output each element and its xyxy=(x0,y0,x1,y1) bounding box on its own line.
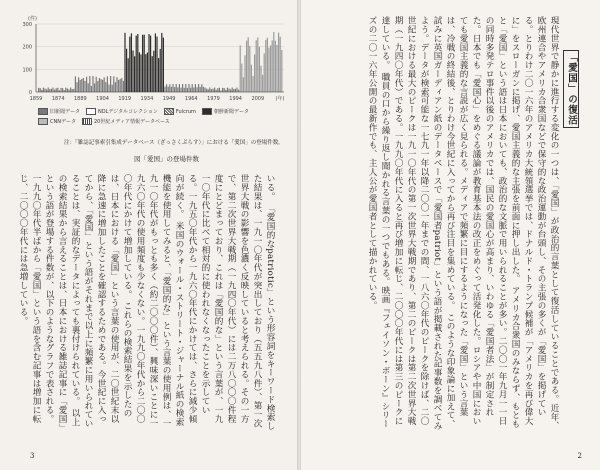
chart-bar xyxy=(244,55,245,92)
chart-bar xyxy=(73,89,74,92)
legend-item: CNNデータ xyxy=(38,118,76,125)
chart-bar xyxy=(276,45,277,92)
chart-bar xyxy=(144,35,145,92)
chart-bar xyxy=(91,86,92,92)
chart-bar xyxy=(222,88,223,92)
chart-bar xyxy=(43,88,44,92)
chart-bar xyxy=(46,89,47,92)
chart-bar xyxy=(40,88,41,92)
chart-bar xyxy=(56,88,57,92)
x-tick-label: 1919 xyxy=(118,96,132,102)
chart-bar xyxy=(233,89,234,92)
chart-bar xyxy=(123,81,124,92)
chart-bar xyxy=(62,88,63,92)
chart-bar xyxy=(209,88,210,92)
chart-bar xyxy=(54,90,55,92)
chart-bar xyxy=(264,53,265,92)
chart-bar xyxy=(110,76,111,92)
chart-bar xyxy=(48,88,49,92)
chart-bar xyxy=(219,88,220,92)
chart-bar xyxy=(52,88,53,92)
chart-bar xyxy=(225,90,226,92)
chart-bar xyxy=(262,75,263,92)
chart-bar xyxy=(92,76,93,92)
legend-item: 朝鮮新聞データ xyxy=(202,108,249,115)
y-tick-label: 300 xyxy=(22,22,32,28)
bar-chart xyxy=(14,14,288,106)
chart-bar xyxy=(75,76,76,92)
chart-bar xyxy=(235,89,236,92)
chart-bar xyxy=(81,79,82,92)
chart-bar xyxy=(252,76,253,92)
chart-bar xyxy=(260,66,261,92)
chart-bar xyxy=(107,76,108,92)
chart-bar xyxy=(240,45,241,92)
chart-bar xyxy=(224,88,225,92)
chart-bar xyxy=(51,89,52,92)
chart-bar xyxy=(97,81,98,92)
chart-bar xyxy=(259,47,260,92)
legend-item: 旧新聞データ xyxy=(38,108,80,115)
chart-bar xyxy=(131,33,132,92)
chart-bar xyxy=(160,49,161,92)
chart-bar xyxy=(68,89,69,92)
left-body-text: いる。 「愛国的なpatriotic」という形容詞をキーワード検索した結果は、一九一〇年代が突出しており（五五九八件）、第一次世界大戦の影響を色濃く反映していると考えられる。その一方で、第二次世界大戦期（一九四〇年代）には二万八〇〇〇件程度にとどまっており、これは「愛国的な」という言葉が、一九一〇年代に比べて相対的に使われなくなったことを示している。一九五〇年代から一九六〇年代にかけては、さらに減少傾向が続く。 米国のウォール・ストリート・ジャーナル紙の検索機能を使用してみると、「愛国的な」という言葉の使用例は、一九一〇年代がもっとも多く（約二〇〇〇件）、興味深いことに一九六〇年代の使用頻度も少なくない。一九九〇年代から二〇〇〇年代にかけて増加している。 これらの検索結果を示したのは、日本における「愛国」という言葉の使用が、二〇世紀末以降に急速に増加したことを確認するためである。今世紀に入ってから、「愛国」という語がそれまで以上に頻繁に用いられていることは、実証的なデータによっても裏付けられている。 以上の検索結果から言えることは、日本における雑誌記事に「愛国」という語が登場する件数が、以下のようなグラフで表される。 一九九〇年代半ばから「愛国」という語を含む記事は増加に転じ、二〇〇〇年代には急増している。 xyxy=(18,174,275,431)
chart-bar xyxy=(128,58,129,92)
chart-bar xyxy=(230,89,231,92)
legend-swatch xyxy=(164,108,174,115)
chart-bar xyxy=(201,84,202,92)
chart-bar xyxy=(99,78,100,92)
chart-bar xyxy=(89,76,90,92)
section-heading-text: 「愛国」の復活 xyxy=(563,50,579,128)
chart-bar xyxy=(241,64,242,92)
chart-bar xyxy=(44,89,45,92)
chart-bar xyxy=(257,37,258,92)
chart-bar xyxy=(203,87,204,92)
chart-bar xyxy=(281,50,282,92)
chart-bar xyxy=(113,76,114,92)
chart-bar xyxy=(249,46,250,92)
chart-bar xyxy=(168,87,169,92)
chart-bar xyxy=(134,56,135,92)
chart-bar xyxy=(211,89,212,92)
chart-bar xyxy=(171,87,172,92)
chart-bar xyxy=(280,37,281,92)
chart-bar xyxy=(265,40,266,92)
chart-bar xyxy=(243,77,244,92)
chart-bar xyxy=(251,65,252,92)
chart-bar xyxy=(115,82,116,92)
chart-bar xyxy=(129,37,130,92)
chart-bar xyxy=(118,80,119,92)
chart-bar xyxy=(212,89,213,92)
chart-bar xyxy=(216,90,217,92)
chart-bar xyxy=(136,36,137,92)
y-tick-label: 0 xyxy=(28,90,32,96)
chart-bar xyxy=(273,32,274,92)
chart-bar xyxy=(57,88,58,92)
chart-bar xyxy=(70,88,71,92)
page-number: 3 xyxy=(30,452,35,460)
y-tick-label: 100 xyxy=(22,67,32,74)
legend-swatch xyxy=(86,108,96,115)
chart-bar xyxy=(126,49,127,92)
chart-bar xyxy=(137,34,138,92)
chart-bar xyxy=(72,89,73,92)
x-tick-label: 2009 xyxy=(251,96,265,102)
section-heading xyxy=(563,50,579,128)
x-tick-label: (年) xyxy=(275,96,285,102)
chart-bar xyxy=(120,79,121,92)
chart-bar xyxy=(198,84,199,92)
chart-bar xyxy=(158,58,159,92)
chart-bar xyxy=(184,88,185,92)
legend-item: NDLデジタルコレクション xyxy=(86,108,158,115)
legend-swatch xyxy=(38,108,48,115)
chart-bar xyxy=(208,89,209,92)
chart-bar xyxy=(112,85,113,92)
chart-bar xyxy=(180,88,181,92)
figure-caption: 図「愛国」の登場件数 xyxy=(134,155,199,163)
chart-bar xyxy=(232,88,233,92)
chart-bar xyxy=(166,84,167,92)
chart-bar xyxy=(236,88,237,92)
chart-bar xyxy=(150,36,151,92)
chart-bar xyxy=(139,52,140,92)
chart-bar xyxy=(179,84,180,92)
chart-bar xyxy=(164,86,165,92)
chart-bar xyxy=(67,88,68,92)
legend-swatch xyxy=(82,118,92,125)
chart-bar xyxy=(267,38,268,92)
chart-bar xyxy=(105,82,106,92)
chart-bar xyxy=(268,48,269,92)
y-unit-label: (件) xyxy=(28,16,37,22)
chart-bar xyxy=(182,84,183,92)
chart-bar xyxy=(161,33,162,92)
chart-bar xyxy=(248,37,249,92)
chart-bar xyxy=(246,41,247,92)
chart-bar xyxy=(142,35,143,92)
chart-bar xyxy=(193,87,194,92)
legend-item: Fulcrum xyxy=(164,108,196,115)
chart-bar xyxy=(172,84,173,92)
right-body-text: 現代世界で静かに進行する変化の一つは、「愛国」が政治的言葉として復活していることである。近年、欧州連合やアメリカ合衆国などで保守的な政治運動が台頭し、その主張の多くが「愛国」を掲げている。とりわけ二〇一六年のアメリカ大統領選挙では、ドナルド・トランプ候補が「アメリカを再び偉大に」をスローガンに掲げ、愛国主義的な主張を前面に押し出した。 アメリカ合衆国のみならず、もともと「愛国」という語は日本においても、政治的な文脈で用いられることが多い。二〇〇一年九月一一日の同時多発テロ事件以後のアメリカでは、国民の愛国心が高まり、いわゆる「愛国者法」が制定された。日本でも「愛国心」をめぐる議論が教育基本法の改正をめぐって活発化した。ロシアや中国においても愛国主義的な言説が広く見られる。メディアで頻繁に目にするようになった「愛国」という言葉は、冷戦の終結後、とりわけ今世紀に入ってから再び注目を集めている。 このような印象論に加えて、試みに英国ガーディアン紙のデータベースで「愛国者patriot」という語が掲載された記事数を調べてみよう。データが検索可能な一七九一年以降二〇〇一年までの間、一八六〇年代のピークを除けば、二〇世紀における最大のピークは一九一〇年代の第一次世界大戦期であり、第二のピークは第二次世界大戦期（一九四〇年代）である。一九九〇年代に入ると再び増加に転じ、二〇〇〇年代には第三のピークに達している。 職員の口から繰り返し聞かれる言葉の一つでもある。映画『フェイソン・ボーン』シリーズの二〇一六年公開の最新作でも、主人公が愛国者として描かれている。 xyxy=(367,16,559,431)
chart-bar xyxy=(132,51,133,92)
chart-bar xyxy=(76,82,77,92)
chart-bar xyxy=(177,87,178,92)
page-number: 2 xyxy=(577,452,582,460)
chart-bar xyxy=(145,54,146,92)
chart-bar xyxy=(121,78,122,92)
x-tick-label: 1874 xyxy=(51,96,65,102)
chart-bar xyxy=(214,88,215,92)
chart-bar xyxy=(176,84,177,92)
chart-bar xyxy=(188,84,189,92)
chart-bar xyxy=(155,33,156,92)
chart-bar xyxy=(228,89,229,92)
chart-bar xyxy=(163,38,164,92)
chart-bar xyxy=(206,89,207,92)
chart-bar xyxy=(200,87,201,92)
chart-bar xyxy=(104,77,105,92)
chart-bar xyxy=(278,33,279,92)
chart-bar xyxy=(108,85,109,92)
chart-bar xyxy=(140,54,141,92)
chart-bar xyxy=(100,79,101,92)
chart-bar xyxy=(169,84,170,92)
right-page xyxy=(301,0,600,470)
chart-bar xyxy=(156,37,157,92)
chart-bar xyxy=(41,90,42,92)
legend-item: 20世紀メディア情報データベース xyxy=(82,118,170,125)
figure-note: 注：「雑誌記事索引集成データベース（ざっさくぷらす）」における「愛国」の登場件数。 xyxy=(64,140,284,146)
chart-bar xyxy=(78,77,79,92)
chart-bar xyxy=(238,90,239,92)
x-tick-label: 1859 xyxy=(29,96,43,102)
chart-bar xyxy=(254,54,255,92)
chart-bar xyxy=(204,88,205,92)
chart-bar xyxy=(124,33,125,92)
x-tick-label: 1904 xyxy=(96,96,109,102)
x-tick-label: 1934 xyxy=(140,96,154,102)
chart-bar xyxy=(187,88,188,92)
chart-bar xyxy=(38,88,39,92)
chart-bar xyxy=(83,78,84,92)
chart-bar xyxy=(275,41,276,92)
chart-bar xyxy=(195,84,196,92)
chart-bar xyxy=(102,80,103,92)
chart-bar xyxy=(270,45,271,92)
chart-bar xyxy=(217,88,218,92)
x-tick-label: 1889 xyxy=(73,96,87,102)
chart-bar xyxy=(196,87,197,92)
chart-bar xyxy=(88,83,89,92)
chart-bar xyxy=(190,88,191,92)
chart-bar xyxy=(227,88,228,92)
chart-bar xyxy=(153,51,154,92)
chart-bar xyxy=(272,40,273,92)
chart-bar xyxy=(152,56,153,92)
chart-bar xyxy=(94,83,95,92)
x-tick-label: 1964 xyxy=(184,96,198,102)
figure xyxy=(14,14,288,164)
chart-bar xyxy=(185,84,186,92)
chart-bar xyxy=(192,84,193,92)
chart-bar xyxy=(60,88,61,92)
chart-bar xyxy=(86,77,87,92)
left-page xyxy=(0,0,297,470)
chart-bar xyxy=(80,80,81,92)
chart-bar xyxy=(49,89,50,92)
legend xyxy=(38,108,288,128)
chart-bar xyxy=(84,81,85,92)
chart-bar xyxy=(116,77,117,92)
legend-swatch xyxy=(38,118,48,125)
x-tick-label: 1979 xyxy=(207,96,220,102)
x-tick-label: 1994 xyxy=(229,96,243,102)
chart-bar xyxy=(147,53,148,92)
chart-bar xyxy=(256,40,257,92)
chart-bar xyxy=(96,77,97,92)
y-tick-label: 200 xyxy=(22,44,32,51)
chart-bar xyxy=(174,87,175,92)
legend-swatch xyxy=(202,108,212,115)
chart-bar xyxy=(65,88,66,92)
chart-bar xyxy=(148,34,149,92)
x-tick-label: 1949 xyxy=(162,96,176,102)
